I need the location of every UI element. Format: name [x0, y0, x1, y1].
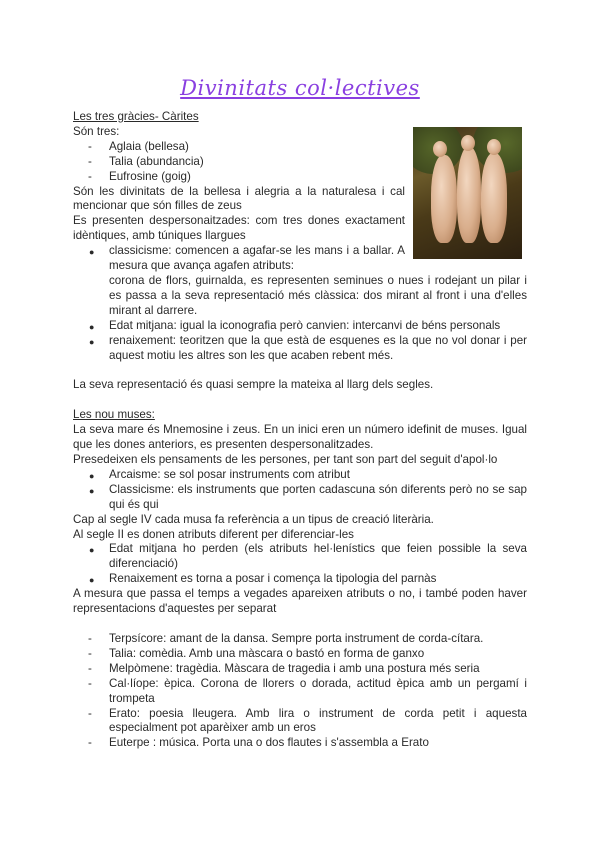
list-item: ● Classicisme: els instruments que porten cadascuna són diferents però no se sap qui és qui [73, 483, 527, 513]
muses-paragraph-2: Presedeixen els pensaments de les persones, per tant son part del seguit d'apol·lo [73, 453, 498, 467]
graces-intro: Són tres: [73, 124, 120, 138]
graces-heading: Les tres gràcies- Càrites [73, 110, 199, 123]
muses-bullets-1 [73, 468, 527, 513]
graces-bullets-rest [73, 319, 527, 364]
list-item: - Melpòmene: tragèdia. Màscara de tragedia i amb una postura més seria [73, 662, 527, 677]
list-item: - Erato: poesia lleugera. Amb lira o instrument de corda petit i aquesta especialment pot aparèixer amb un eros [73, 707, 527, 737]
graces-paragraph-1: Són les divinitats de la bellesa i alegria a la naturalesa i cal mencionar que són filles de zeus [73, 184, 405, 213]
list-item: ● Renaixement es torna a posar i comença la tipologia del parnàs [73, 572, 527, 587]
list-item: ● Arcaisme: se sol posar instruments com atribut [73, 468, 527, 483]
list-item: - Aglaia (bellesa) [73, 140, 527, 155]
muses-list [73, 632, 527, 751]
muses-paragraph-5: A mesura que passa el temps a vegades apareixen atributs o no, i també poden haver representacions d'aquestes per separat [73, 587, 527, 616]
list-item: - Cal·líope: èpica. Corona de llorers o dorada, actitud èpica amb un pergamí i trompeta [73, 677, 527, 707]
graces-continuation: corona de flors, guirnalda, es representen seminues o nues i rodejant un pilar i es passa a la seva representació més clàssica: dos mirant al front i una d'elles mirant al darrere. [109, 273, 527, 317]
graces-bullets [73, 244, 527, 274]
list-item: ● Edat mitjana ho perden (els atributs hel·lenístics que feien possible la seva diferenciació) [73, 542, 527, 572]
document-body [73, 110, 527, 751]
page-title: Divinitats col·lectives [180, 76, 420, 100]
muses-bullets-2 [73, 542, 527, 587]
list-item: - Talia: comèdia. Amb una màscara o bastó en forma de ganxo [73, 647, 527, 662]
graces-paragraph-2: Es presenten despersonaitzades: com tres dones exactament idèntiques, amb túniques llargues [73, 214, 405, 243]
list-item: ● renaixement: teoritzen que la que està de esquenes es la que no vol donar i per aquest motiu les altres son les que acaben rebent més. [73, 334, 527, 364]
muses-paragraph-3: Cap al segle IV cada musa fa referència a un tipus de creació literària. [73, 512, 434, 526]
list-item: ● Edat mitjana: igual la iconografia però canvien: intercanvi de béns personals [73, 319, 527, 334]
list-item: ● classicisme: comencen a agafar-se les mans i a ballar. A mesura que avança agafen atributs: [73, 244, 405, 274]
muses-heading: Les nou muses: [73, 408, 155, 422]
muses-paragraph-4: Al segle II es donen atributs diferent per diferenciar-les [73, 527, 354, 541]
graces-names-list [73, 140, 527, 185]
list-item: - Eufrosine (goig) [73, 170, 527, 185]
graces-summary: La seva representació és quasi sempre la mateixa al llarg dels segles. [73, 378, 434, 392]
list-item: - Euterpe : música. Porta una o dos flautes i s'assembla a Erato [73, 736, 527, 751]
muses-paragraph-1: La seva mare és Mnemosine i zeus. En un inici eren un número idefinit de muses. Igual que les dones anteriors, es presenten despersonalitzades. [73, 423, 527, 452]
list-item: - Terpsícore: amant de la dansa. Sempre porta instrument de corda-cítara. [73, 632, 527, 647]
list-item: - Talia (abundancia) [73, 155, 527, 170]
